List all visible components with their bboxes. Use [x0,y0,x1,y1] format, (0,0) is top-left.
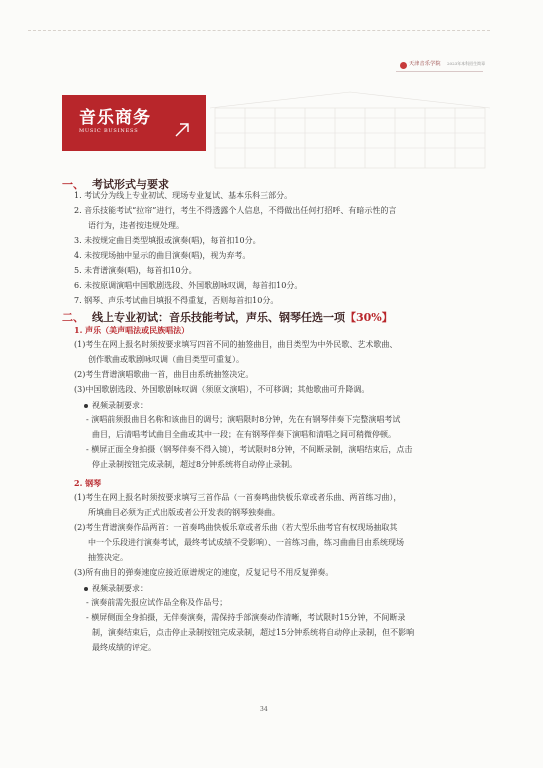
header-subtitle: 2023年本科招生简章 [447,61,486,66]
school-logo-icon [400,62,407,69]
section-1-line: 7. 钢琴、声乐考试曲目填报不得重复，否则每首扣10分。 [74,296,279,305]
section-1-number: 一、 [62,178,84,191]
building-sketch-decoration [205,88,495,176]
section-1-line: 1. 考试分为线上专业初试、现场专业复试、基本乐科三部分。 [74,191,293,200]
piano-line: 所填曲目必须为正式出版或者公开发表的钢琴独奏曲。 [88,508,280,517]
banner-subtitle: MUSIC BUSINESS [79,128,139,134]
piano-req-line: 制，演奏结束后，点击停止录制按钮完成录制，超过15分钟系统将自动停止录制，但不影响 [92,628,415,637]
piano-video-requirements [84,583,148,594]
vocal-req-line: 停止录制按钮完成录制，超过8分钟系统将自动停止录制。 [92,460,298,469]
section-1-line: 2. 音乐技能考试“拉帘”进行，考生不得透露个人信息，不得做出任何打招呼、有暗示性的言 [74,206,397,215]
section-2-weight-badge: 【30%】 [345,311,393,324]
section-2-title: 线上专业初试：音乐技能考试，声乐、钢琴任选一项 [92,311,345,324]
vocal-bullet-label: 视频录制要求： [92,401,148,410]
piano-line: (1)考生在网上报名时须按要求填写三首作品（一首奏鸣曲快板乐章或者乐曲、两首练习曲）， [74,493,402,502]
piano-bullet-label: 视频录制要求： [92,584,148,593]
section-1-heading [62,176,169,192]
header-school-name: 天津音乐学院 [409,61,441,67]
piano-req-line: - 横屏侧面全身拍摄，无伴奏演奏，需保持手部演奏动作清晰，考试限时15分钟，不间断录 [86,613,406,622]
section-2-number: 二、 [62,311,84,324]
piano-line: (2)考生背谱演奏作品两首：一首奏鸣曲快板乐章或者乐曲（若大型乐曲考官有权现场抽取其 [74,523,398,532]
section-1-line: 语行为，违者按违规处理。 [88,221,184,230]
piano-heading: 2. 钢琴 [74,478,102,488]
vocal-line: (2)考生背谱演唱歌曲一首，曲目由系统抽签决定。 [74,370,254,379]
vocal-line: (3)中国歌剧选段、外国歌剧咏叹调（须原文演唱），不可移调；其他歌曲可升降调。 [74,385,370,394]
section-1-line: 4. 未按现场抽中显示的曲目演奏(唱)，视为弃考。 [74,251,251,260]
section-1-line: 6. 未按原调演唱中国歌剧选段、外国歌剧咏叹调，每首扣10分。 [74,281,303,290]
vocal-line: 创作歌曲或歌剧咏叹调（曲目类型可重复）。 [88,355,244,364]
vocal-video-requirements [84,400,148,411]
page-number: 34 [260,706,268,713]
section-1-line: 5. 未背谱演奏(唱)，每首扣10分。 [74,266,197,275]
top-dashed-divider [28,30,490,31]
vocal-heading: 1. 声乐（美声唱法或民族唱法） [74,325,190,335]
piano-req-line: 最终成绩的评定。 [92,643,156,652]
banner-title: 音乐商务 [79,108,151,128]
vocal-req-line: 曲目，后清唱考试曲目全曲或其中一段；在有钢琴伴奏下演唱和清唱之间可稍微停顿。 [92,430,396,439]
arrow-up-right-icon [174,122,190,138]
vocal-line: (1)考生在网上报名时须按要求填写四首不同的抽签曲目，曲目类型为中外民歌、艺术歌曲、 [74,340,398,349]
vocal-req-line: - 横屏正面全身拍摄（钢琴伴奏不得入镜），考试限时8分钟，不间断录制，演唱结束后，点击 [86,445,413,454]
vocal-req-line: - 演唱前须报曲目名称和该曲目的调号；演唱限时8分钟，先在有钢琴伴奏下完整演唱考试 [86,415,401,424]
section-1-line: 3. 未按规定曲目类型填报或演奏(唱)，每首扣10分。 [74,236,261,245]
piano-line: 抽签决定。 [88,553,128,562]
bullet-icon [84,404,88,408]
piano-req-line: - 演奏前需先报应试作品全称及作品号； [86,598,228,607]
bullet-icon [84,587,88,591]
header-divider [396,71,483,72]
piano-line: 中一个乐段进行演奏考试，最终考试成绩不受影响）、一首练习曲，练习曲曲目由系统现场 [88,538,404,547]
section-1-title: 考试形式与要求 [92,178,169,191]
piano-line: (3)所有曲目的弹奏速度应接近原谱规定的速度，反复记号不用反复弹奏。 [74,568,334,577]
section-2-heading [62,309,393,325]
